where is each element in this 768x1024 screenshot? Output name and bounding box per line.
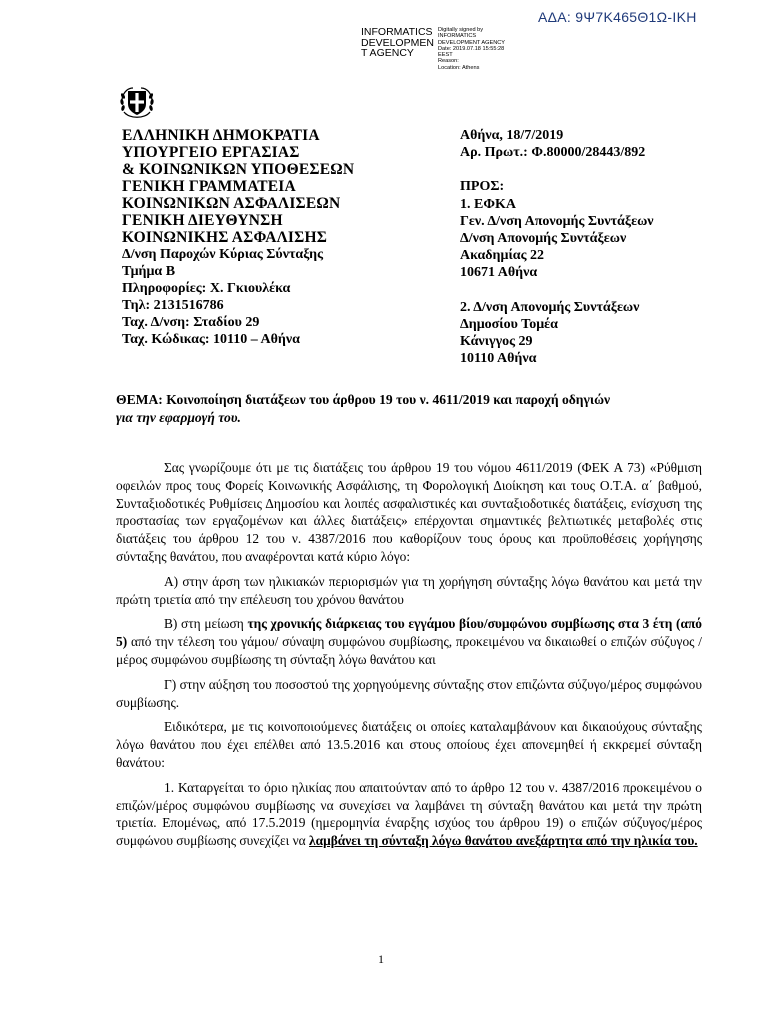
paragraph-item-b-start: Β) στη μείωση [164, 616, 244, 632]
sender-line: ΕΛΛΗΝΙΚΗ ΔΗΜΟΚΡΑΤΙΑ [122, 127, 320, 144]
sender-line: ΥΠΟΥΡΓΕΙΟ ΕΡΓΑΣΙΑΣ [122, 144, 300, 161]
signature-name-line: T AGENCY [361, 47, 414, 59]
to-label: ΠΡΟΣ: [460, 179, 505, 195]
recipient-2-line: 2. Δ/νση Απονομής Συντάξεων [460, 299, 640, 315]
letter-body [116, 459, 702, 857]
sender-line: ΓΕΝΙΚΗ ΔΙΕΥΘΥΝΣΗ [122, 212, 283, 229]
signature-detail-line: Reason: [438, 58, 459, 65]
paragraph-item-b-end: από την τέλεση του γάμου/ σύναψη συμφώνου συμβίωσης, προκειμένου να δικαιωθεί ο επιζών σύζυγος / μέρος συμφώνου συμβίωσης τη σύνταξη λόγω θανάτου και [116, 634, 702, 667]
recipient-1-line: Δ/νση Απονομής Συντάξεων [460, 231, 627, 247]
signature-details [438, 27, 548, 71]
sender-department: Δ/νση Παροχών Κύριας Σύνταξης [122, 247, 324, 262]
subject-line: ΘΕΜΑ: Κοινοποίηση διατάξεων του άρθρου 19 του ν. 4611/2019 και παροχή οδηγιών [116, 392, 611, 407]
recipient-1-line: Ακαδημίας 22 [460, 248, 545, 264]
signature-detail-line: Location: Athens [438, 64, 480, 71]
signature-name [361, 27, 435, 59]
signature-detail-line: EEST [438, 52, 453, 59]
document-date: Αθήνα, 18/7/2019 [460, 128, 564, 143]
paragraph-point-1-text: 1. Καταργείται το όριο ηλικίας που απαιτούνταν από το άρθρο 12 του ν. 4387/2016 προκειμένου ο επιζών/μέρος συμφώνου συμβίωσης να συνεχίσει να λαμβάνει τη σύνταξη θανάτου και μετά την πρώτη τριετία. Επομένως, από 17.5.2019 (ημερομηνία έναρξης ισχύος του άρθρου 19) ο επιζών σύζυγος/μέρος συμφώνου συμβίωσης συνεχίζει να [116, 779, 702, 849]
recipient-1-line: 10671 Αθήνα [460, 265, 538, 281]
sender-line: ΚΟΙΝΩΝΙΚΩΝ ΑΣΦΑΛΙΣΕΩΝ [122, 195, 341, 212]
signature-name-line: DEVELOPMEN [361, 36, 434, 49]
signature-detail-line: Digitally signed by [438, 27, 484, 33]
protocol-number: Αρ. Πρωτ.: Φ.80000/28443/892 [460, 145, 646, 161]
sender-postal-code: Ταχ. Κώδικας: 10110 – Αθήνα [122, 332, 300, 347]
sender-info: Πληροφορίες: Χ. Γκιουλέκα [122, 281, 291, 296]
paragraph-intro: Σας γνωρίζουμε ότι με τις διατάξεις του άρθρου 19 του νόμου 4611/2019 (ΦΕΚ Α 73) «Ρύθμιση οφειλών προς τους Φορείς Κοινωνικής Ασφάλισης, τη Φορολογική Διοίκηση και τους Ο.Τ.Α. α΄ βαθμού, Συνταξιοδοτικές Ρυθμίσεις Δημοσίου και λοιπές ασφαλιστικές και συνταξιοδοτικές διατάξεις, ενίσχυση της προστασίας των εργαζομένων και άλλες διατάξεις» επέρχονται σημαντικές βελτιωτικές μεταβολές στις διατάξεις του άρθρου 12 του ν. 4387/2016 που καθορίζουν τους όρους και προϋποθέσεις χορήγησης σύνταξης θανάτου, που αναφέρονται κατά κύριο λόγο: [116, 460, 702, 564]
sender-line: ΓΕΝΙΚΗ ΓΡΑΜΜΑΤΕΙΑ [122, 178, 296, 195]
signature-name-line: INFORMATICS [361, 26, 433, 38]
paragraph-item-c: Γ) στην αύξηση του ποσοστού της χορηγούμενης σύνταξης στον επιζώντα σύζυγο/μέρος συμφώνου συμβίωσης. [116, 676, 702, 710]
sender-line: & ΚΟΙΝΩΝΙΚΩΝ ΥΠΟΘΕΣΕΩΝ [122, 161, 355, 178]
recipient-block [460, 127, 740, 367]
recipient-2-line: Δημοσίου Τομέα [460, 316, 558, 332]
recipient-2-line: 10110 Αθήνα [460, 351, 537, 367]
signature-detail-line: INFORMATICS [438, 33, 477, 40]
paragraph-point-1 [116, 779, 702, 850]
page-number: 1 [378, 952, 384, 966]
sender-address: Ταχ. Δ/νση: Σταδίου 29 [122, 315, 260, 330]
recipient-1-line: Γεν. Δ/νση Απονομής Συντάξεων [460, 213, 654, 229]
signature-detail-line: DEVELOPMENT AGENCY [438, 39, 506, 46]
sender-phone: Τηλ: 2131516786 [122, 298, 224, 313]
recipient-1-line: 1. ΕΦΚΑ [460, 196, 516, 212]
sender-block [122, 127, 442, 348]
subject [116, 391, 702, 427]
ada-code: ΑΔΑ: 9Ψ7Κ465Θ1Ω-ΙΚΗ [538, 9, 697, 25]
sender-section: Τμήμα Β [122, 264, 176, 279]
subject-line-continued: για την εφαρμογή του. [116, 410, 241, 425]
paragraph-item-a: Α) στην άρση των ηλικιακών περιορισμών για τη χορήγηση σύνταξης λόγω θανάτου και μετά την πρώτη τριετία από την επέλευση του χρόνου θανάτου [116, 573, 702, 607]
greek-coat-of-arms-icon [117, 82, 157, 122]
signature-detail-line: Date: 2019.07.18 15:55:28 [438, 45, 505, 52]
paragraph-item-b [116, 615, 702, 668]
paragraph-details: Ειδικότερα, με τις κοινοποιούμενες διατάξεις οι οποίες καταλαμβάνουν και δικαιούχους σύνταξης λόγω θανάτου που έχει επέλθει από 13.5.2016 και στους οποίους έχει απονεμηθεί ή εκκρεμεί σύνταξη θανάτου: [116, 719, 702, 770]
paragraph-point-1-emphasis: λαμβάνει τη σύνταξη λόγω θανάτου ανεξάρτητα από την ηλικία του. [309, 833, 698, 849]
paragraph-item-b-bold: της χρονικής διάρκειας του εγγάμου βίου/συμφώνου συμβίωσης στα 3 έτη (από 5) [116, 616, 702, 650]
sender-line: ΚΟΙΝΩΝΙΚΗΣ ΑΣΦΑΛΙΣΗΣ [122, 229, 328, 246]
recipient-2-line: Κάνιγγος 29 [460, 334, 533, 350]
